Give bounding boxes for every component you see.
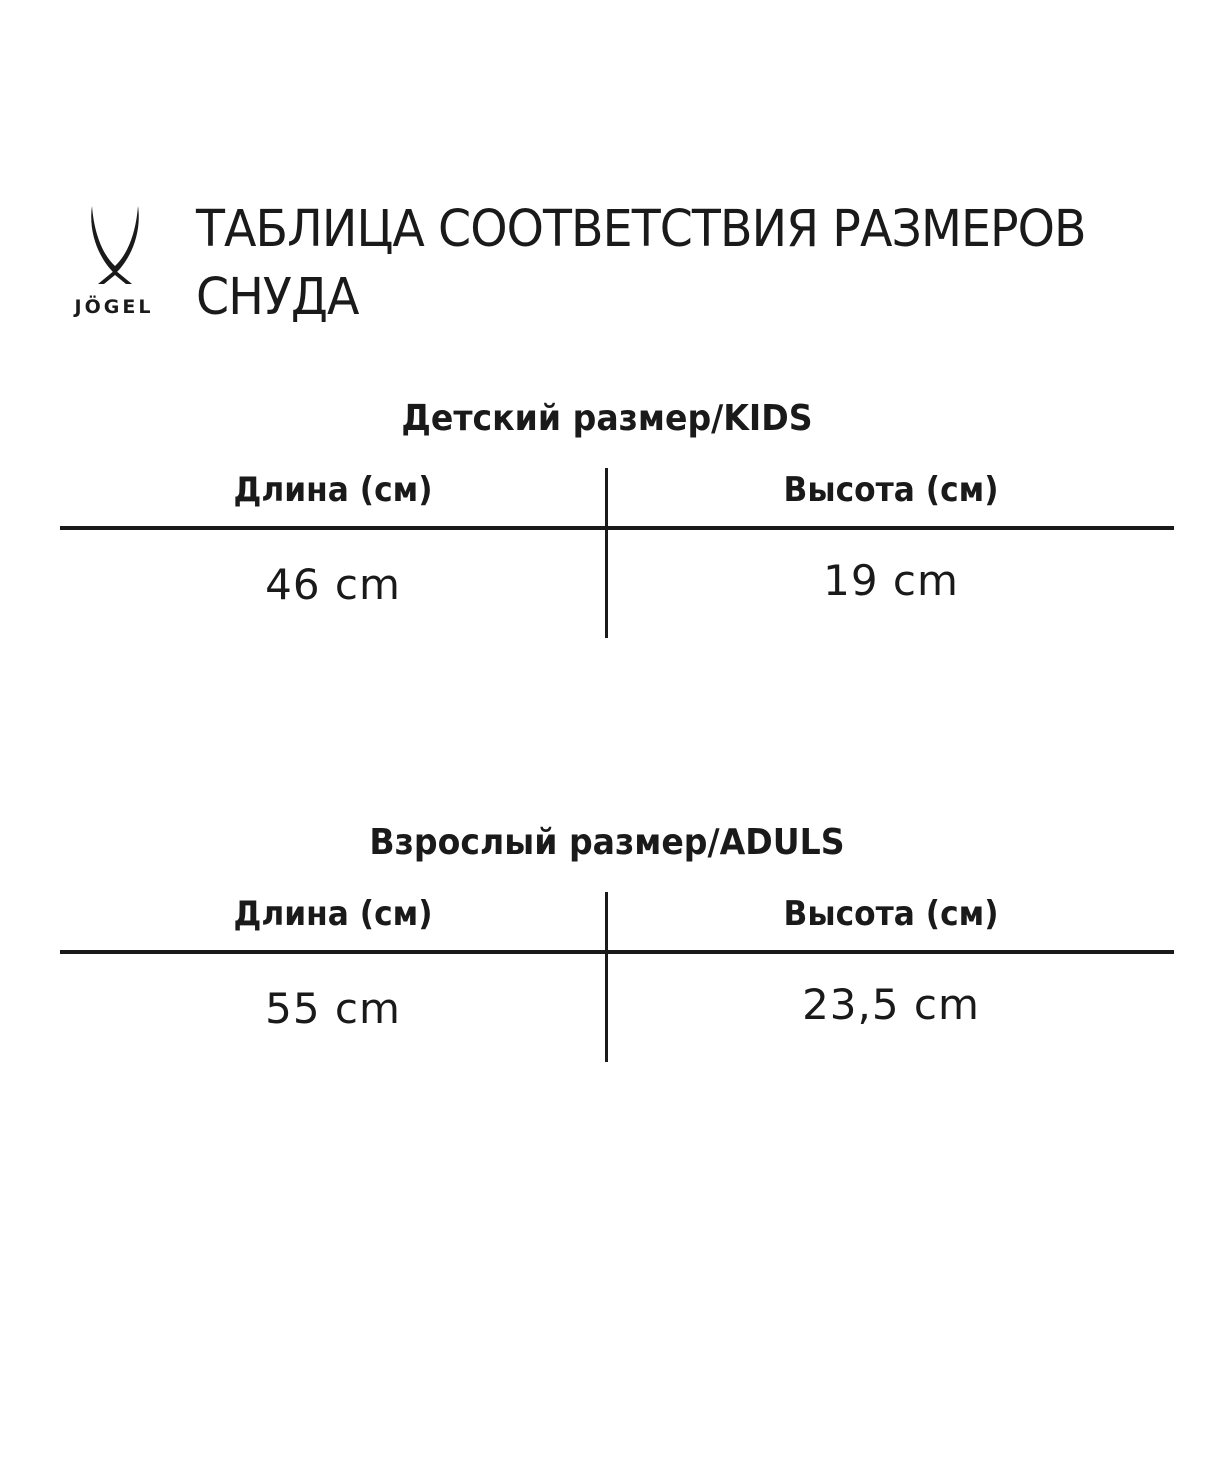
- kids-length-header: Длина (см): [233, 470, 433, 510]
- brand-logo: [52, 200, 176, 324]
- adults-table-heading: Взрослый размер/ADULS: [369, 822, 845, 863]
- page-title-line-2: СНУДА: [196, 268, 359, 327]
- kids-column-divider: [605, 468, 608, 638]
- adults-height-header: Высота (см): [783, 894, 999, 934]
- kids-length-value: 46 cm: [265, 560, 401, 609]
- kids-header-divider: [60, 526, 1174, 530]
- adults-header-divider: [60, 950, 1174, 954]
- kids-height-value: 19 cm: [823, 556, 959, 605]
- logo-wordmark: JÖGEL: [74, 296, 154, 318]
- jogel-logo-icon: [86, 204, 144, 284]
- adults-height-value: 23,5 cm: [802, 980, 980, 1029]
- kids-table-heading: Детский размер/KIDS: [401, 398, 813, 439]
- page-title-line-1: ТАБЛИЦА СООТВЕТСТВИЯ РАЗМЕРОВ: [196, 200, 1086, 259]
- kids-size-table: [60, 398, 1174, 658]
- adults-size-table: [60, 822, 1174, 1082]
- adults-column-divider: [605, 892, 608, 1062]
- page-title: [196, 196, 1135, 332]
- adults-length-value: 55 cm: [265, 984, 401, 1033]
- kids-height-header: Высота (см): [783, 470, 999, 510]
- adults-length-header: Длина (см): [233, 894, 433, 934]
